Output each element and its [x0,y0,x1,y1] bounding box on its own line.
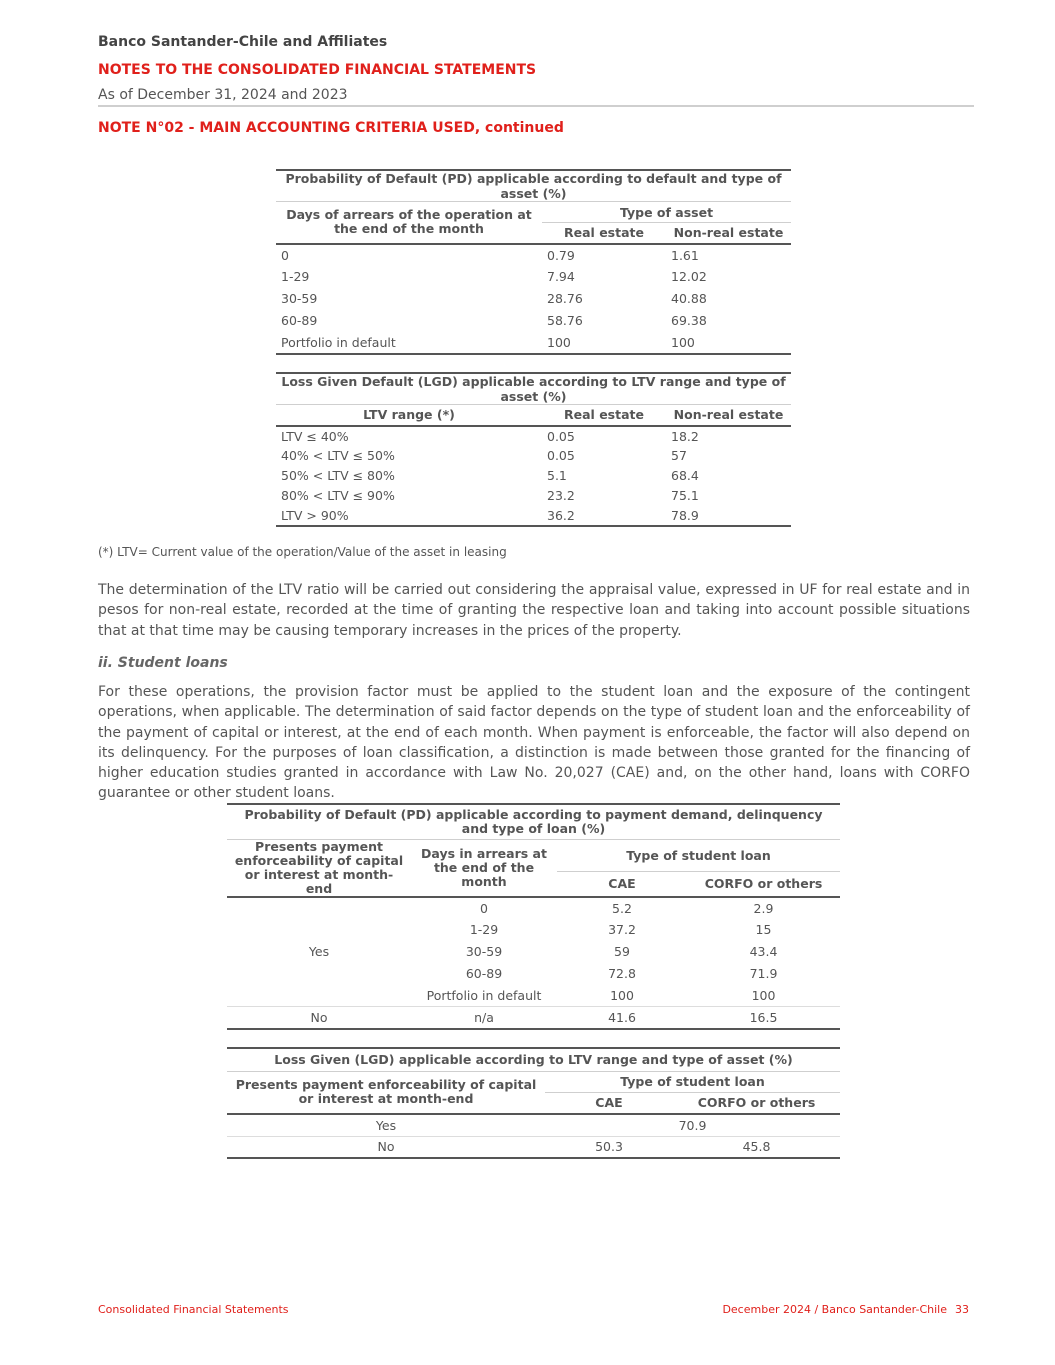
cae-value: 59 [614,944,630,959]
days-value: n/a [411,1007,557,1029]
row-label: 1-29 [281,269,310,284]
lgd-col-ltv: LTV range (*) [363,407,455,423]
table-row [276,244,791,266]
student-lgd-col-cae: CAE [545,1092,673,1114]
nonreal-value: 75.1 [671,488,699,503]
pd-col-days: Days of arrears of the operation at the end of the month [286,207,532,237]
real-value: 28.76 [547,291,583,306]
ltv-footnote: (*) LTV= Current value of the operation/Value of the asset in leasing [98,545,507,559]
student-pd-col-days: Days in arrears at the end of the month [421,845,547,889]
report-period: As of December 31, 2024 and 2023 [98,87,348,103]
note-heading: NOTE N°02 - MAIN ACCOUNTING CRITERIA USED, continued [98,120,564,136]
lgd-table [276,372,791,527]
table-row [276,310,791,332]
row-label: 60-89 [281,313,318,328]
yes-value: 70.9 [545,1114,840,1136]
student-lgd-col-enforce: Presents payment enforceability of capital or interest at month-end [235,1077,537,1107]
row-label: 0 [281,247,289,263]
cae-value: 72.8 [608,966,636,981]
days-value: 1-29 [469,922,499,937]
table-row [276,506,791,526]
student-lgd-caption: Loss Given (LGD) applicable according to LTV range and type of asset (%) [274,1052,793,1068]
corfo-value: 43.4 [749,944,778,959]
table-row [227,897,840,919]
lgd-col-nonreal: Non-real estate [673,407,784,423]
real-value: 5.1 [547,468,567,483]
corfo-value: 71.9 [749,966,778,981]
days-value: 60-89 [465,966,503,981]
real-value: 0.05 [547,428,575,444]
nonreal-value: 18.2 [671,428,699,444]
cae-value: 41.6 [557,1007,687,1029]
cae-value: 37.2 [608,922,636,937]
real-value: 36.2 [542,506,666,526]
enforce-yes-label: Yes [227,1114,545,1136]
cae-value: 50.3 [545,1136,673,1158]
corfo-value: 2.9 [753,900,774,916]
company-name: Banco Santander-Chile and Affiliates [98,34,388,50]
real-value: 0.79 [547,247,575,263]
student-loans-heading: ii. Student loans [98,655,228,671]
nonreal-value: 40.88 [671,291,707,306]
real-value: 23.2 [547,488,575,503]
student-loans-paragraph: For these operations, the provision factor must be applied to the student loan and the exposure of the contingent operations, when applicable. The determination of said factor depends on the type of student loan and the enforceability of the payment of capital or interest, at the end of each month. When payment is enforceable, the factor will also depend on its delinquency. For the purposes of loan classification, a distinction is made between those granted for the financing of higher education studies granted in accordance with Law No. 20,027 (CAE) and, on the other hand, loans with CORFO guarantee or other student loans. [98,684,970,802]
nonreal-value: 78.9 [666,506,791,526]
nonreal-value: 68.4 [671,468,699,483]
student-pd-col-enforce: Presents payment enforceability of capital or interest at month-end [234,838,404,896]
student-pd-caption: Probability of Default (PD) applicable according to payment demand, delinquency and type of loan (%) [244,806,823,836]
student-pd-col-group: Type of student loan [626,847,771,863]
nonreal-value: 57 [671,448,687,463]
enforce-no-label: No [227,1007,411,1029]
ltv-paragraph: The determination of the LTV ratio will be carried out considering the appraisal value, expressed in UF for real estate and in pesos for non-real estate, recorded at the time of granting the respective loan and taking into account possible situations that at that time may be causing temporary increases in the prices of the property. [98,582,970,639]
cae-value: 5.2 [612,900,632,916]
row-label: Portfolio in default [276,332,542,354]
days-value: 0 [480,900,488,916]
nonreal-value: 1.61 [671,247,699,263]
student-pd-col-cae: CAE [557,872,687,897]
real-value: 0.05 [547,448,575,463]
row-label: 50% < LTV ≤ 80% [281,468,395,483]
table-row [276,332,791,354]
row-label: LTV ≤ 40% [281,428,349,444]
cae-value: 100 [610,987,634,1003]
notes-title: NOTES TO THE CONSOLIDATED FINANCIAL STATEMENTS [98,62,537,78]
table-row [276,426,791,446]
student-pd-table [227,803,840,1030]
real-value: 100 [542,332,666,354]
row-label: 80% < LTV ≤ 90% [281,488,395,503]
days-value: Portfolio in default [426,987,542,1003]
lgd-table-caption: Loss Given Default (LGD) applicable according to LTV range and type of asset (%) [281,374,786,404]
nonreal-value: 100 [666,332,791,354]
enforce-no-label: No [227,1136,545,1158]
table-row [276,486,791,506]
pd-table-caption: Probability of Default (PD) applicable according to default and type of asset (%) [285,171,782,201]
pd-col-group: Type of asset [619,204,714,220]
real-value: 58.76 [547,313,583,328]
footer-source: December 2024 / Banco Santander-Chile [722,1303,947,1316]
row-label: LTV > 90% [276,506,542,526]
header-divider [98,105,974,107]
pd-table [276,169,791,355]
footer-right [722,1303,969,1316]
table-row [227,1007,840,1029]
table-row [227,1114,840,1136]
page-number: 33 [955,1303,969,1316]
footer-left: Consolidated Financial Statements [98,1303,289,1316]
table-row [227,1136,840,1158]
student-lgd-col-group: Type of student loan [620,1074,765,1089]
nonreal-value: 69.38 [671,313,707,328]
table-row [276,466,791,486]
table-row [276,266,791,288]
student-lgd-col-corfo: CORFO or others [673,1092,840,1114]
pd-col-nonreal: Non-real estate [666,223,791,244]
lgd-col-real: Real estate [564,407,644,423]
corfo-value: 15 [755,922,772,937]
row-label: 30-59 [281,291,318,306]
corfo-value: 16.5 [687,1007,840,1029]
row-label: 40% < LTV ≤ 50% [281,448,395,463]
nonreal-value: 12.02 [671,269,707,284]
days-value: 30-59 [465,944,503,959]
pd-col-real: Real estate [542,223,666,244]
table-row [276,446,791,466]
enforce-yes-label: Yes [308,944,330,960]
table-row [276,288,791,310]
corfo-value: 100 [751,987,776,1003]
student-lgd-table [227,1047,840,1159]
corfo-value: 45.8 [673,1136,840,1158]
real-value: 7.94 [547,269,575,284]
student-pd-col-corfo: CORFO or others [687,872,840,897]
